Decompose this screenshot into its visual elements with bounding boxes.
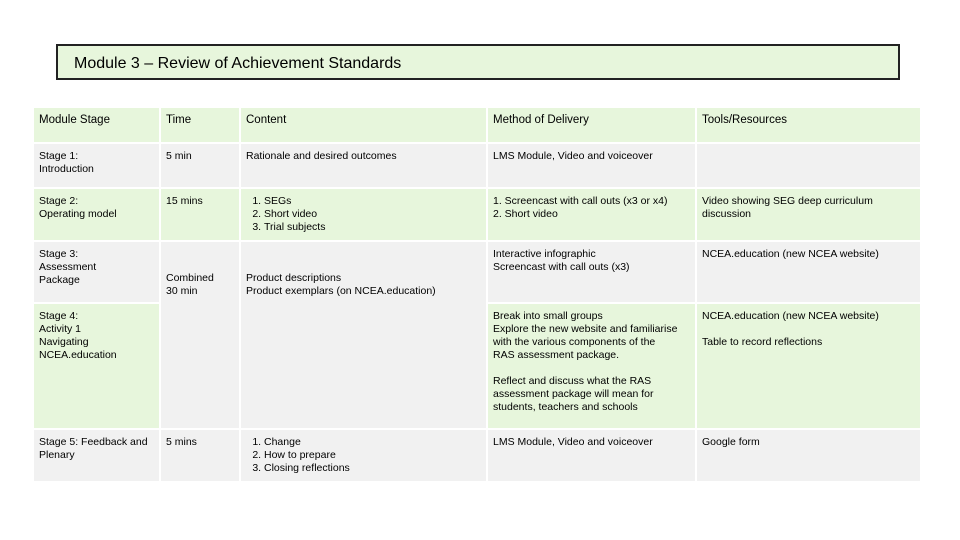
method-cell	[488, 242, 695, 302]
stage-cell	[34, 242, 159, 302]
header-module-stage: Module Stage	[34, 108, 159, 142]
tools-line: Table to record reflections	[702, 336, 823, 348]
stage-label: Stage 3:	[39, 248, 79, 260]
method-cell: LMS Module, Video and voiceover	[488, 144, 695, 187]
list-item: 2. Short video	[264, 208, 481, 221]
list-item: 1. SEGs	[264, 195, 481, 208]
method-cell	[488, 189, 695, 240]
method-line: Explore the new website and familiarise	[493, 323, 678, 335]
list-item: 3. Closing reflections	[264, 462, 481, 475]
stage-name: NCEA.education	[39, 349, 117, 361]
method-line: Reflect and discuss what the RAS	[493, 375, 652, 387]
tools-cell	[697, 144, 920, 187]
tools-cell	[697, 189, 920, 240]
tools-line: NCEA.education (new NCEA website)	[702, 310, 879, 322]
method-line: Interactive infographic	[493, 248, 596, 260]
stage-name: Navigating	[39, 336, 89, 348]
spacer	[493, 362, 690, 375]
stage-label: Stage 4:	[39, 310, 79, 322]
method-cell	[488, 304, 695, 428]
time-cell: 5 min	[161, 144, 239, 187]
method-line: Screencast with call outs (x3)	[493, 261, 630, 273]
tools-cell: Google form	[697, 430, 920, 481]
table-row	[34, 430, 920, 481]
list-item: 2. How to prepare	[264, 449, 481, 462]
method-line: with the various components of the	[493, 336, 656, 348]
stage-cell	[34, 189, 159, 240]
header-tools: Tools/Resources	[697, 108, 920, 142]
list-item: 3. Trial subjects	[264, 221, 481, 234]
content-list	[246, 195, 481, 234]
stage-name: Introduction	[39, 163, 94, 175]
header-method: Method of Delivery	[488, 108, 695, 142]
method-cell: LMS Module, Video and voiceover	[488, 430, 695, 481]
stage-label: Stage 2:	[39, 195, 79, 207]
time-line: Combined	[166, 272, 214, 284]
title-box	[56, 44, 900, 80]
content-line: Product descriptions	[246, 272, 342, 284]
module-table	[32, 106, 922, 483]
tools-cell: NCEA.education (new NCEA website)	[697, 242, 920, 302]
content-cell	[241, 430, 486, 481]
content-cell-combined	[241, 242, 486, 428]
time-line: 30 min	[166, 285, 198, 297]
page-title: Module 3 – Review of Achievement Standards	[74, 55, 402, 72]
method-line: assessment package will mean for	[493, 388, 654, 400]
spacer	[702, 323, 915, 336]
stage-name: Package	[39, 274, 80, 286]
stage-name: Activity 1	[39, 323, 82, 335]
time-cell-combined	[161, 242, 239, 428]
method-line: 2. Short video	[493, 208, 558, 220]
method-line: students, teachers and schools	[493, 401, 638, 413]
tools-line: discussion	[702, 208, 752, 220]
content-cell	[241, 189, 486, 240]
table-row	[34, 144, 920, 187]
header-content: Content	[241, 108, 486, 142]
time-cell: 15 mins	[161, 189, 239, 240]
tools-cell	[697, 304, 920, 428]
method-line: Break into small groups	[493, 310, 603, 322]
table-row	[34, 242, 920, 302]
stage-cell: Stage 5: Feedback and Plenary	[34, 430, 159, 481]
content-list	[246, 436, 481, 475]
stage-cell	[34, 144, 159, 187]
method-line: 1. Screencast with call outs (x3 or x4)	[493, 195, 668, 207]
content-line: Product exemplars (on NCEA.education)	[246, 285, 436, 297]
list-item: 1. Change	[264, 436, 481, 449]
method-line: RAS assessment package.	[493, 349, 620, 361]
stage-name: Operating model	[39, 208, 117, 220]
stage-cell	[34, 304, 159, 428]
stage-label: Stage 1:	[39, 150, 79, 162]
header-time: Time	[161, 108, 239, 142]
time-cell: 5 mins	[161, 430, 239, 481]
stage-name: Assessment	[39, 261, 97, 273]
tools-line: Video showing SEG deep curriculum	[702, 195, 873, 207]
table-row	[34, 189, 920, 240]
table-header-row	[34, 108, 920, 142]
content-cell: Rationale and desired outcomes	[241, 144, 486, 187]
